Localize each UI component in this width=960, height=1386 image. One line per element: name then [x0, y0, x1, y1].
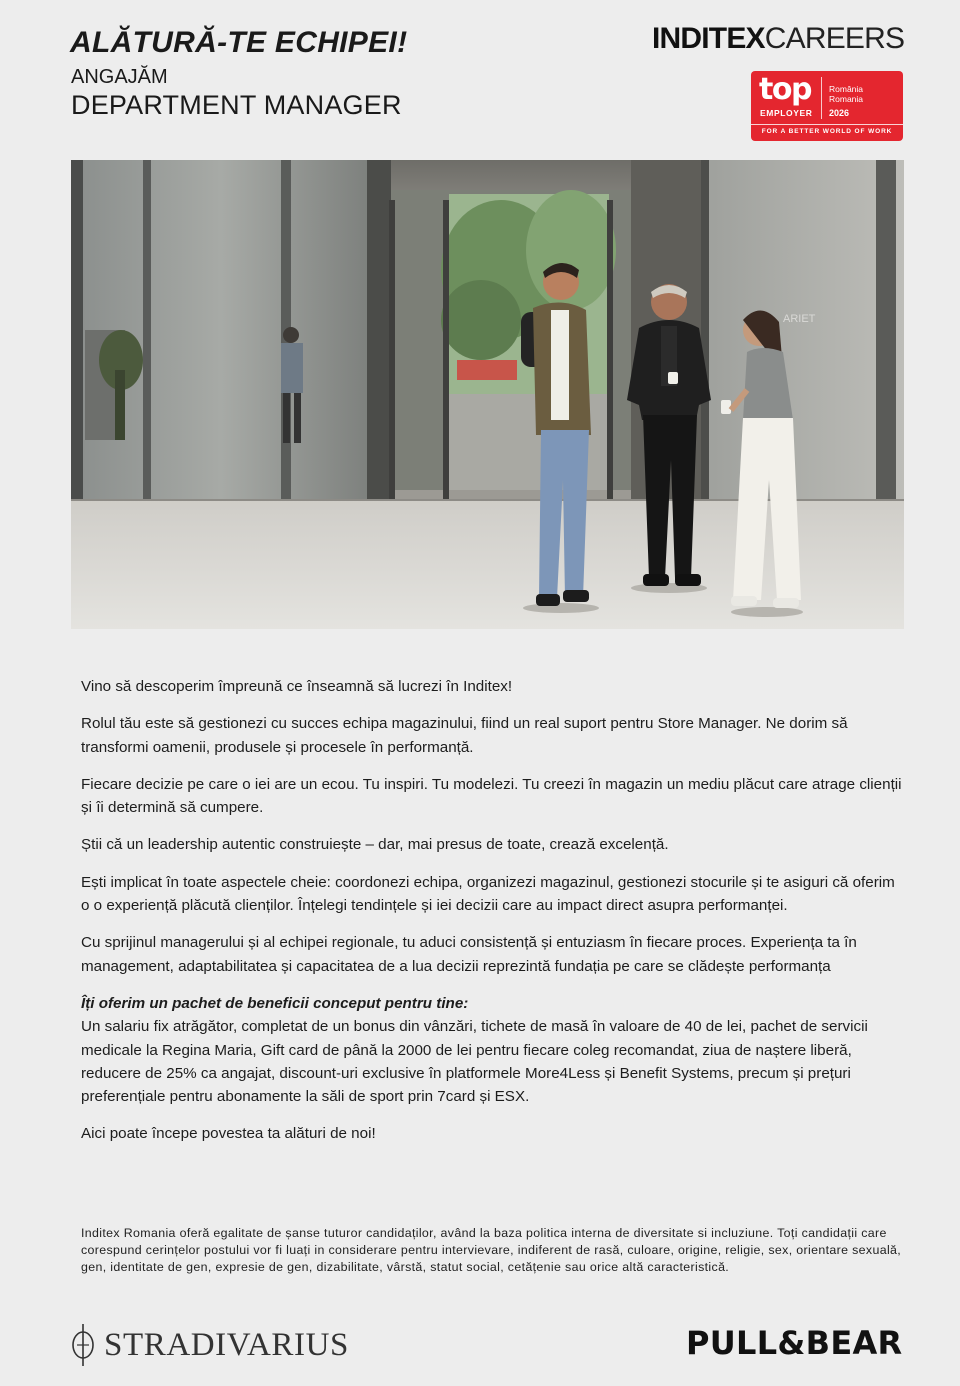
stradivarius-emblem-icon — [70, 1322, 96, 1368]
decision-paragraph: Fiecare decizie pe care o iei are un ecou. Tu inspiri. Tu modelezi. Tu creezi în magazin un mediu plăcut care atrage clienții și îi determină să cumpere. — [81, 775, 902, 817]
job-title: DEPARTMENT MANAGER — [71, 90, 402, 120]
badge-top-word: top — [759, 72, 811, 107]
leadership-paragraph: Știi că un leadership autentic construiește – dar, mai presus de toate, crează excelență. — [81, 836, 669, 854]
closing-paragraph: Aici poate începe povestea ta alături de noi! — [81, 1125, 376, 1143]
equal-opportunity-disclaimer: Inditex Romania oferă egalitate de șanse tuturor candidaților, având la baza politica interna de diversitate si incluziune. Toți candidații care corespund cerințelor postului vor fi luați in considerare pentru intervievare, indiferent de rasă, culoare, origine, religie, sex, orientare sexuală, gen, identitate de gen, expresie de gen, dizabilitate, vârstă, statut social, cetățenie sau orice altă caracteristică. — [81, 1226, 902, 1275]
headline: ALĂTURĂ-TE ECHIPEI! — [70, 26, 408, 59]
intro-paragraph: Vino să descoperim împreună ce înseamnă să lucrezi în Inditex! — [81, 678, 513, 695]
inditex-careers-logo — [652, 22, 904, 56]
pullbear-logo: PULL&BEAR — [686, 1324, 903, 1362]
badge-country-en: Romania — [829, 94, 864, 104]
benefits-section — [81, 992, 906, 1108]
job-description — [81, 675, 906, 1160]
benefits-title: Îți oferim un pachet de beneficii conceput pentru tine: — [81, 994, 469, 1012]
badge-rule — [751, 124, 903, 125]
stradivarius-wordmark: STRADIVARIUS — [104, 1326, 349, 1363]
involvement-paragraph: Ești implicat în toate aspectele cheie: coordonezi echipa, organizezi magazinul, gestionezi stocurile și te asiguri că oferim o o experiență plăcută clienților. Înțelegi tendințele și iei decizii care au impact direct asupra performanței. — [81, 873, 895, 915]
team-photo-illustration — [71, 160, 904, 629]
support-paragraph: Cu sprijinul managerului și al echipei regionale, tu aduci consistență și entuziasm în fiecare proces. Experiența ta în management, adaptabilitatea și capacitatea de a lua decizii reprezintă fundația pe care se clădește performanța — [81, 934, 857, 975]
badge-country-ro: România — [829, 84, 864, 94]
benefits-paragraph: Un salariu fix atrăgător, completat de un bonus din vânzări, tichete de masă în valoare de 40 de lei, pachet de servicii medicale la Regina Maria, Gift card de până la 2000 de lei pentru fiecare coleg recomandat, ziua de naștere liberă, reducere de 25% ca angajat, discount-uri exclusive în platformele More4Less și Benefit Systems, precum și prețuri preferențiale pentru abonamente la săli de sport prin 7card și ESX. — [81, 1018, 868, 1106]
stradivarius-logo — [70, 1322, 349, 1368]
role-paragraph: Rolul tău este să gestionezi cu succes echipa magazinului, fiind un real suport pentru Store Manager. Ne dorim să transformi oamenii, produsele și procesele în performanță. — [81, 715, 848, 756]
badge-year: 2026 — [829, 108, 850, 118]
storefront-sign: ARIET — [783, 313, 816, 325]
team-photo — [71, 160, 904, 629]
badge-tagline: FOR A BETTER WORLD OF WORK — [761, 128, 893, 135]
top-employer-badge — [751, 71, 903, 141]
logo-careers: CAREERS — [764, 22, 905, 55]
hiring-label: ANGAJĂM — [71, 66, 168, 88]
badge-employer: EMPLOYER — [760, 108, 813, 118]
badge-divider — [821, 77, 822, 119]
badge-country — [829, 84, 863, 104]
logo-inditex: INDITEX — [652, 22, 765, 55]
